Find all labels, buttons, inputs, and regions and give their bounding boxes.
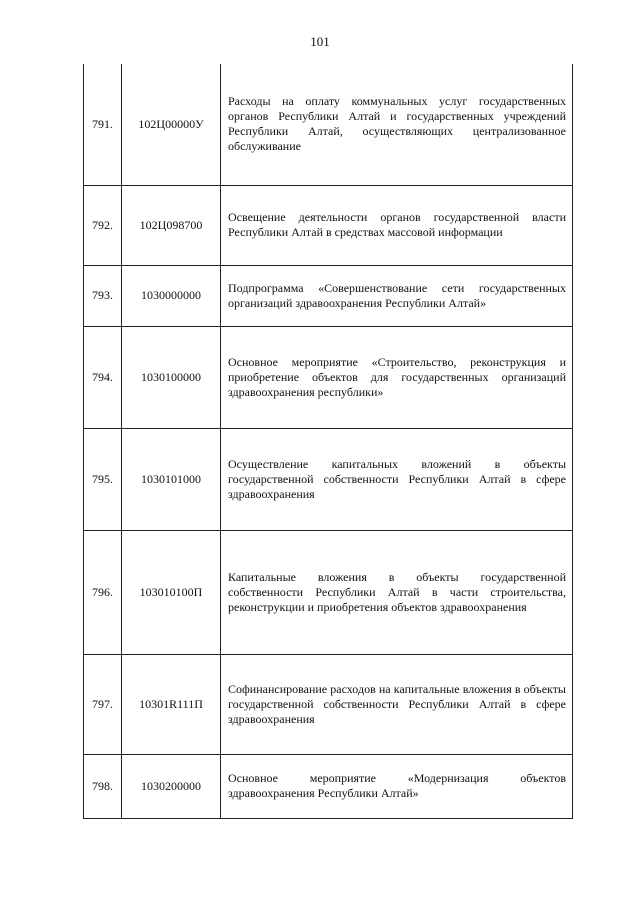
row-number: 797. xyxy=(84,654,122,754)
row-description: Осуществление капитальных вложений в объекты государственной собственности Республики Алтай в сфере здравоохранения xyxy=(221,428,573,530)
row-description: Расходы на оплату коммунальных услуг государственных органов Республики Алтай и государственных учреждений Республики Алтай, осуществляющих централизованное обслуживание xyxy=(221,64,573,185)
row-code: 102Ц00000У xyxy=(122,64,221,185)
row-description: Подпрограмма «Совершенствование сети государственных организаций здравоохранения Республики Алтай» xyxy=(221,265,573,326)
page-number: 101 xyxy=(310,34,330,49)
row-code: 102Ц098700 xyxy=(122,185,221,265)
table-row xyxy=(84,530,573,654)
row-code: 1030000000 xyxy=(122,265,221,326)
row-number: 796. xyxy=(84,530,122,654)
table-row xyxy=(84,754,573,818)
row-description: Основное мероприятие «Модернизация объектов здравоохранения Республики Алтай» xyxy=(221,754,573,818)
table-row xyxy=(84,265,573,326)
row-description: Освещение деятельности органов государственной власти Республики Алтай в средствах массовой информации xyxy=(221,185,573,265)
row-number: 798. xyxy=(84,754,122,818)
table-row xyxy=(84,185,573,265)
row-number: 793. xyxy=(84,265,122,326)
row-number: 795. xyxy=(84,428,122,530)
row-code: 1030200000 xyxy=(122,754,221,818)
row-code: 1030101000 xyxy=(122,428,221,530)
row-description: Основное мероприятие «Строительство, реконструкция и приобретение объектов для государственных организаций здравоохранения республики» xyxy=(221,326,573,428)
row-description: Капитальные вложения в объекты государственной собственности Республики Алтай в части строительства, реконструкции и приобретения объектов здравоохранения xyxy=(221,530,573,654)
table-row xyxy=(84,326,573,428)
table-row xyxy=(84,428,573,530)
row-code: 10301R111П xyxy=(122,654,221,754)
row-number: 794. xyxy=(84,326,122,428)
row-number: 791. xyxy=(84,64,122,185)
row-code: 103010100П xyxy=(122,530,221,654)
budget-classification-table xyxy=(83,64,573,819)
row-number: 792. xyxy=(84,185,122,265)
row-description: Софинансирование расходов на капитальные вложения в объекты государственной собственности Республики Алтай в сфере здравоохранения xyxy=(221,654,573,754)
table-row xyxy=(84,654,573,754)
row-code: 1030100000 xyxy=(122,326,221,428)
table-row xyxy=(84,64,573,185)
